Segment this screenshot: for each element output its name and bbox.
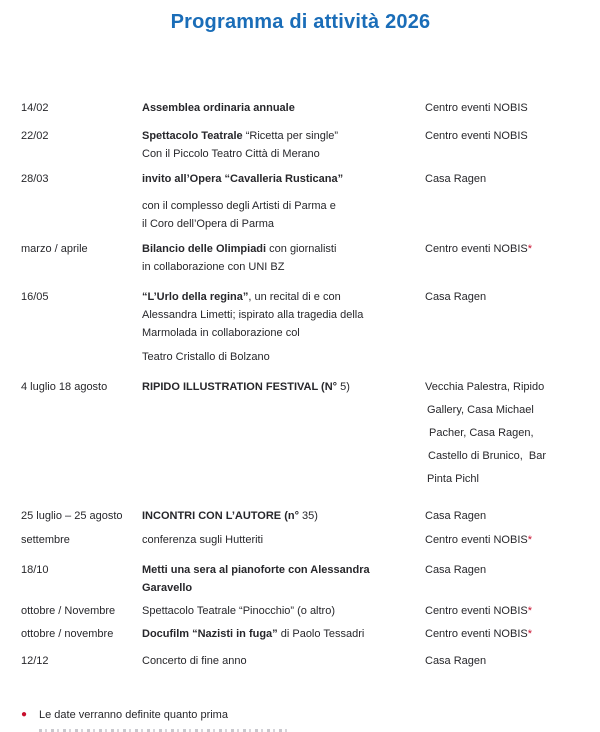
footnote-text: Le date verranno definite quanto prima <box>39 709 228 721</box>
event-location: Centro eventi NOBIS* <box>425 628 532 640</box>
event-date: ottobre / Novembre <box>21 605 116 617</box>
event-description: RIPIDO ILLUSTRATION FESTIVAL (N° 5) <box>142 381 350 393</box>
event-location: Casa Ragen <box>425 655 487 667</box>
schedule-row <box>21 378 580 488</box>
event-date: 12/12 <box>21 655 49 667</box>
schedule-row <box>21 99 580 117</box>
event-date: 22/02 <box>21 130 49 142</box>
event-title: Docufilm “Nazisti in fuga” <box>142 628 278 640</box>
event-date: marzo / aprile <box>21 243 88 255</box>
event-date: 16/05 <box>21 291 49 303</box>
event-description: invito all’Opera “Cavalleria Rusticana” con il complesso degli Artisti di Parma e il Coro dell’Opera di Parma <box>142 173 344 230</box>
event-date: 4 luglio 18 agosto <box>21 381 108 393</box>
event-description: Bilancio delle Olimpiadi con giornalisti in collaborazione con UNI BZ <box>142 243 337 273</box>
event-date: 18/10 <box>21 564 49 576</box>
page-title: Programma di attività 2026 <box>170 11 431 33</box>
schedule-row <box>21 625 580 643</box>
schedule-row <box>21 652 580 670</box>
event-description <box>142 99 425 117</box>
event-description: Concerto di fine anno <box>142 655 247 667</box>
event-location: Casa Ragen <box>425 291 487 303</box>
event-description: Spettacolo Teatrale “Ricetta per single” Con il Piccolo Teatro Città di Merano <box>142 130 339 160</box>
event-date: 25 luglio – 25 agosto <box>21 510 123 522</box>
event-title: Metti una sera al pianoforte con Alessandra <box>142 564 370 576</box>
event-title: invito all’Opera “Cavalleria Rusticana” <box>142 173 344 185</box>
red-bullet-icon: ● <box>21 709 28 720</box>
schedule-row <box>21 170 580 233</box>
event-location: Casa Ragen <box>425 173 487 185</box>
event-title: “L’Urlo della regina” <box>142 291 249 303</box>
event-date: ottobre / novembre <box>21 628 114 640</box>
event-title: RIPIDO ILLUSTRATION FESTIVAL (N° <box>142 381 338 393</box>
event-date: 28/03 <box>21 173 49 185</box>
event-title: Assemblea ordinaria annuale <box>142 102 295 114</box>
event-title: Spettacolo Teatrale <box>142 130 243 142</box>
event-description: Metti una sera al pianoforte con Alessandra Garavello <box>142 564 370 594</box>
event-description: conferenza sugli Hutteriti <box>142 534 264 546</box>
event-location: Centro eventi NOBIS <box>425 102 528 114</box>
event-location: Casa Ragen <box>425 510 487 522</box>
event-location: Centro eventi NOBIS* <box>425 534 532 546</box>
footnote <box>21 708 580 722</box>
event-description: INCONTRI CON L’AUTORE (n° 35) <box>142 510 318 522</box>
footnote-asterisk: * <box>527 605 532 617</box>
event-date: settembre <box>21 534 70 546</box>
event-location: Centro eventi NOBIS* <box>425 605 532 617</box>
event-location: Centro eventi NOBIS <box>425 130 528 142</box>
event-title: INCONTRI CON L’AUTORE (n° <box>142 510 299 522</box>
event-location: Centro eventi NOBIS* <box>425 243 532 255</box>
footnote-asterisk: * <box>527 534 532 546</box>
event-date: 14/02 <box>21 102 49 114</box>
schedule-row <box>21 531 580 549</box>
footnote-asterisk: * <box>527 628 532 640</box>
footnote-asterisk: * <box>527 243 532 255</box>
schedule-row <box>21 127 580 163</box>
schedule-row <box>21 561 580 597</box>
schedule-row <box>21 240 580 276</box>
schedule-row <box>21 507 580 525</box>
event-title: Bilancio delle Olimpiadi <box>142 243 267 255</box>
event-description: Docufilm “Nazisti in fuga” di Paolo Tessadri <box>142 628 365 640</box>
event-location: Casa Ragen <box>425 564 487 576</box>
event-description: “L’Urlo della regina”, un recital di e con Alessandra Limetti; ispirato alla tragedia della Marmolada in collaborazione col Teatro Cristallo di Bolzano <box>142 291 364 363</box>
event-location: Vecchia Palestra, Ripido Gallery, Casa Michael Pacher, Casa Ragen, Castello di Brunico, Bar Pinta Pichl <box>425 381 546 485</box>
schedule-row <box>21 602 580 620</box>
schedule-row <box>21 288 580 366</box>
event-description: Spettacolo Teatrale “Pinocchio” (o altro) <box>142 605 336 617</box>
